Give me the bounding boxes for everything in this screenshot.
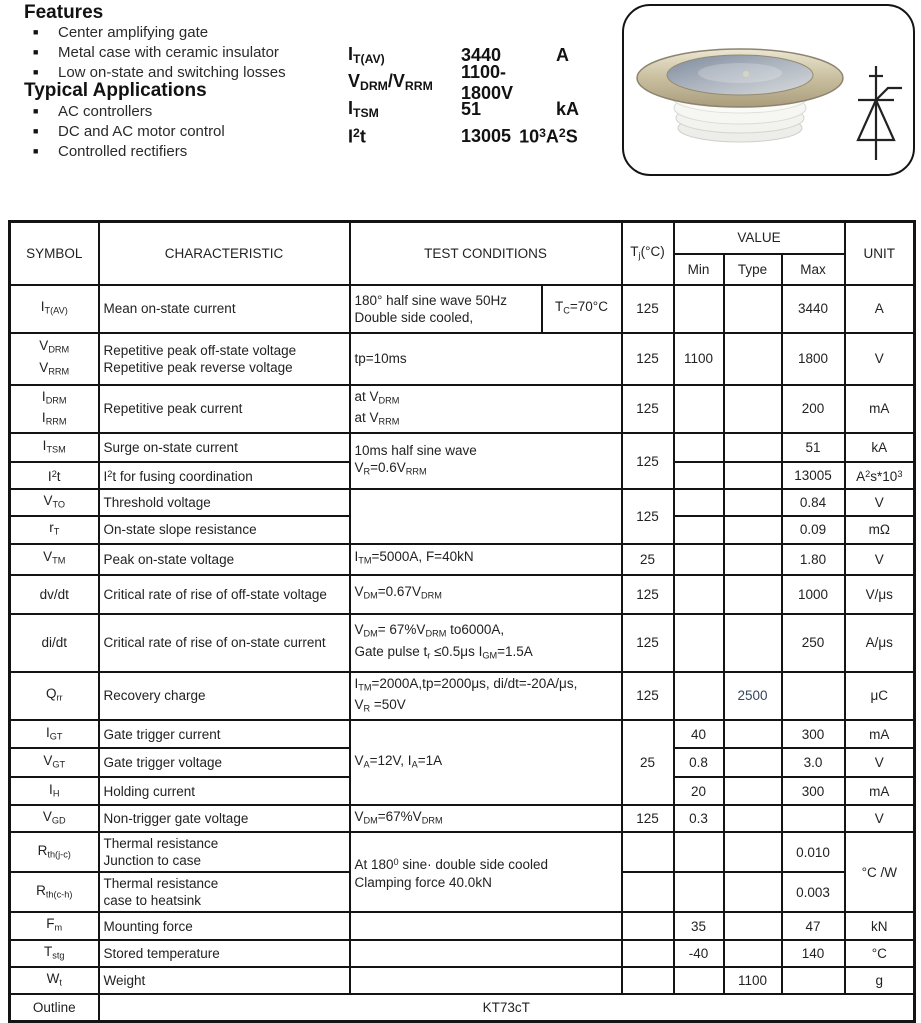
test-conditions-cell: 180° half sine wave 50Hz Double side cooled, <box>350 285 542 333</box>
key-ratings-block <box>348 42 579 150</box>
type-cell <box>724 516 782 543</box>
min-cell: 1100 <box>674 333 724 385</box>
min-cell <box>674 832 724 872</box>
unit-cell: mA <box>845 720 915 748</box>
type-cell <box>724 805 782 832</box>
unit-cell: kN <box>845 912 915 939</box>
spec-label: $I^2t$ <box>348 125 366 147</box>
type-cell <box>724 544 782 575</box>
test-conditions-cell: At $180^0$ sine· double side cooled Clamping force 40.0kN <box>350 832 622 912</box>
unit-cell: kA <box>845 433 915 462</box>
spec-value: 3440 <box>461 45 502 65</box>
max-cell: 51 <box>782 433 845 462</box>
max-cell <box>782 805 845 832</box>
feature-text: Low on-state and switching losses <box>58 63 286 81</box>
test-conditions-cell <box>350 489 622 544</box>
min-cell <box>674 489 724 516</box>
symbol-cell: $V_{TO}$ <box>10 489 99 516</box>
characteristic-cell: Recovery charge <box>99 672 350 721</box>
test-conditions-cell: $V_{DM}= 67\%V_{DRM}$ to6000A, Gate pulse $t_r \le 0.5\mu s$ $I_{GM}=1.5A$ <box>350 614 622 672</box>
min-cell <box>674 614 724 672</box>
table-row <box>10 720 915 748</box>
header-symbol: SYMBOL <box>10 222 99 285</box>
spec-value: 13005 <box>461 126 512 146</box>
type-cell <box>724 285 782 333</box>
spec-label: $V_{DRM}/V_{RRM}$ <box>348 71 433 94</box>
max-cell: 3440 <box>782 285 845 333</box>
list-item <box>24 62 286 82</box>
min-cell <box>674 433 724 462</box>
symbol-cell: di/dt <box>10 614 99 672</box>
max-cell: 0.84 <box>782 489 845 516</box>
tj-cell: 25 <box>622 544 674 575</box>
spec-label: $I_{T(AV)}$ <box>348 44 385 67</box>
application-text: DC and AC motor control <box>58 122 225 140</box>
type-cell <box>724 720 782 748</box>
spec-unit: kA <box>556 99 580 119</box>
list-item <box>24 22 286 42</box>
test-conditions-cell: tp=10ms <box>350 333 622 385</box>
symbol-cell: $R_{th(j-c)}$ <box>10 832 99 872</box>
max-cell <box>782 672 845 721</box>
table-row <box>10 433 915 462</box>
tj-cell: 125 <box>622 805 674 832</box>
tj-cell: 125 <box>622 433 674 489</box>
table-row <box>10 385 915 434</box>
list-item <box>24 121 225 141</box>
tj-cell <box>622 832 674 872</box>
table-row <box>10 805 915 832</box>
disc-thyristor-photo <box>634 40 849 148</box>
test-conditions-cell <box>350 912 622 939</box>
table-row <box>10 333 915 385</box>
min-cell: 40 <box>674 720 724 748</box>
min-cell <box>674 967 724 994</box>
square-bullet-icon: ■ <box>33 106 39 116</box>
symbol-cell: $V_{TM}$ <box>10 544 99 575</box>
type-cell <box>724 912 782 939</box>
characteristic-cell: Repetitive peak off-state voltage Repetitive peak reverse voltage <box>99 333 350 385</box>
unit-cell: V/μs <box>845 575 915 614</box>
test-conditions-cell: $V_{DM}=67\%V_{DRM}$ <box>350 805 622 832</box>
characteristic-cell: Critical rate of rise of on-state current <box>99 614 350 672</box>
characteristic-cell: Stored temperature <box>99 940 350 967</box>
min-cell: 0.3 <box>674 805 724 832</box>
characteristic-cell: Weight <box>99 967 350 994</box>
characteristic-cell: Critical rate of rise of off-state voltage <box>99 575 350 614</box>
symbol-cell: $I^2t$ <box>10 462 99 489</box>
type-cell <box>724 748 782 777</box>
max-cell: 1800 <box>782 333 845 385</box>
application-text: Controlled rectifiers <box>58 142 188 160</box>
spec-label: $I_{TSM}$ <box>348 98 379 121</box>
table-row <box>10 940 915 967</box>
device-image-box <box>622 4 915 176</box>
symbol-cell: $V_{DRM}$ $V_{RRM}$ <box>10 333 99 385</box>
type-cell <box>724 872 782 912</box>
type-cell: 2500 <box>724 672 782 721</box>
symbol-cell: $r_T$ <box>10 516 99 543</box>
unit-cell: °C /W <box>845 832 915 912</box>
characteristic-cell: Non-trigger gate voltage <box>99 805 350 832</box>
min-cell <box>674 872 724 912</box>
header-min: Min <box>674 254 724 285</box>
symbol-cell: $I_H$ <box>10 777 99 805</box>
tj-cell <box>622 940 674 967</box>
max-cell: 3.0 <box>782 748 845 777</box>
outline-value-cell: KT73cT <box>99 994 915 1021</box>
square-bullet-icon: ■ <box>33 126 39 136</box>
table-row <box>10 544 915 575</box>
header-value: VALUE <box>674 222 845 254</box>
unit-cell: A/μs <box>845 614 915 672</box>
table-row <box>10 614 915 672</box>
spec-value: 51 <box>461 99 482 119</box>
table-header-row <box>10 222 915 254</box>
table-row <box>10 967 915 994</box>
list-item <box>24 141 225 161</box>
min-cell <box>674 516 724 543</box>
table-row <box>10 575 915 614</box>
type-cell <box>724 333 782 385</box>
tj-cell <box>622 912 674 939</box>
type-cell <box>724 433 782 462</box>
test-conditions-cell: $I_{TM}=5000A$, F=40kN <box>350 544 622 575</box>
max-cell: 140 <box>782 940 845 967</box>
unit-cell: A <box>845 285 915 333</box>
unit-cell: V <box>845 544 915 575</box>
test-conditions-cell <box>350 940 622 967</box>
characteristic-cell: Threshold voltage <box>99 489 350 516</box>
spec-row <box>348 61 579 103</box>
type-cell <box>724 777 782 805</box>
characteristic-cell: Mounting force <box>99 912 350 939</box>
min-cell <box>674 575 724 614</box>
min-cell <box>674 462 724 489</box>
characteristic-cell: Surge on-state current <box>99 433 350 462</box>
symbol-cell: dv/dt <box>10 575 99 614</box>
max-cell: 0.010 <box>782 832 845 872</box>
tj-cell: 125 <box>622 385 674 434</box>
spec-unit: A <box>556 45 569 65</box>
min-cell: -40 <box>674 940 724 967</box>
tj-cell: 125 <box>622 489 674 544</box>
max-cell: 0.09 <box>782 516 845 543</box>
tj-cell: 125 <box>622 333 674 385</box>
max-cell: 1000 <box>782 575 845 614</box>
square-bullet-icon: ■ <box>33 67 39 77</box>
min-cell: 0.8 <box>674 748 724 777</box>
applications-heading: Typical Applications <box>24 80 207 101</box>
tj-cell <box>622 872 674 912</box>
list-item <box>24 101 225 121</box>
test-conditions-cell: $V_A=12V$, $I_A=1A$ <box>350 720 622 805</box>
characteristic-cell: Gate trigger current <box>99 720 350 748</box>
characteristic-cell: Mean on-state current <box>99 285 350 333</box>
tj-cell <box>622 967 674 994</box>
test-conditions-cell <box>350 967 622 994</box>
max-cell: 300 <box>782 777 845 805</box>
max-cell: 250 <box>782 614 845 672</box>
unit-cell: $A^2s*10^3$ <box>845 462 915 489</box>
square-bullet-icon: ■ <box>33 27 39 37</box>
max-cell: 1.80 <box>782 544 845 575</box>
type-cell <box>724 489 782 516</box>
features-list <box>24 22 286 82</box>
tj-cell: 125 <box>622 575 674 614</box>
characteristic-cell: Gate trigger voltage <box>99 748 350 777</box>
min-cell <box>674 285 724 333</box>
application-text: AC controllers <box>58 102 153 120</box>
unit-cell: °C <box>845 940 915 967</box>
characteristic-cell: Repetitive peak current <box>99 385 350 434</box>
table-row <box>10 285 915 333</box>
table-row <box>10 672 915 721</box>
min-cell <box>674 672 724 721</box>
max-cell: 200 <box>782 385 845 434</box>
max-cell: 47 <box>782 912 845 939</box>
max-cell: 300 <box>782 720 845 748</box>
square-bullet-icon: ■ <box>33 47 39 57</box>
characteristic-cell: Thermal resistance Junction to case <box>99 832 350 872</box>
spec-unit: $10^3A^2S$ <box>519 125 578 147</box>
test-conditions-cell: 10ms half sine wave $V_R=0.6V_{RRM}$ <box>350 433 622 489</box>
max-cell: 13005 <box>782 462 845 489</box>
test-conditions-cell: $T_C=70^\circ C$ <box>542 285 622 333</box>
unit-cell: μC <box>845 672 915 721</box>
outline-row <box>10 994 915 1021</box>
characteristic-cell: Thermal resistance case to heatsink <box>99 872 350 912</box>
table-row <box>10 832 915 872</box>
header-max: Max <box>782 254 845 285</box>
header-type: Type <box>724 254 782 285</box>
symbol-cell: $V_{GD}$ <box>10 805 99 832</box>
symbol-cell: $I_{T(AV)}$ <box>10 285 99 333</box>
symbol-cell: $W_t$ <box>10 967 99 994</box>
feature-text: Metal case with ceramic insulator <box>58 43 279 61</box>
unit-cell: V <box>845 333 915 385</box>
symbol-cell: $R_{th(c-h)}$ <box>10 872 99 912</box>
max-cell <box>782 967 845 994</box>
type-cell <box>724 832 782 872</box>
characteristics-table <box>8 220 916 1023</box>
min-cell: 35 <box>674 912 724 939</box>
type-cell: 1100 <box>724 967 782 994</box>
characteristic-cell: Peak on-state voltage <box>99 544 350 575</box>
header-tj: $T_j(^\circ C)$ <box>622 222 674 285</box>
symbol-cell: $T_{stg}$ <box>10 940 99 967</box>
header-characteristic: CHARACTERISTIC <box>99 222 350 285</box>
symbol-cell: $V_{GT}$ <box>10 748 99 777</box>
symbol-cell: $I_{DRM}$ $I_{RRM}$ <box>10 385 99 434</box>
spec-row <box>348 123 579 150</box>
applications-list <box>24 101 225 161</box>
unit-cell: g <box>845 967 915 994</box>
type-cell <box>724 614 782 672</box>
tj-cell: 25 <box>622 720 674 805</box>
characteristic-cell: On-state slope resistance <box>99 516 350 543</box>
test-conditions-cell: at $V_{DRM}$ at $V_{RRM}$ <box>350 385 622 434</box>
spec-value: 1100-1800V <box>461 61 514 103</box>
symbol-cell: $I_{TSM}$ <box>10 433 99 462</box>
type-cell <box>724 575 782 614</box>
unit-cell: mΩ <box>845 516 915 543</box>
min-cell <box>674 544 724 575</box>
spec-row <box>348 96 579 123</box>
type-cell <box>724 940 782 967</box>
characteristic-cell: Holding current <box>99 777 350 805</box>
square-bullet-icon: ■ <box>33 146 39 156</box>
type-cell <box>724 385 782 434</box>
tj-cell: 125 <box>622 614 674 672</box>
unit-cell: mA <box>845 777 915 805</box>
unit-cell: V <box>845 489 915 516</box>
tj-cell: 125 <box>622 672 674 721</box>
unit-cell: mA <box>845 385 915 434</box>
table-row <box>10 489 915 516</box>
header-test-conditions: TEST CONDITIONS <box>350 222 622 285</box>
type-cell <box>724 462 782 489</box>
test-conditions-cell: $V_{DM}=0.67V_{DRM}$ <box>350 575 622 614</box>
thyristor-symbol-icon <box>848 64 904 162</box>
min-cell: 20 <box>674 777 724 805</box>
symbol-cell: $Q_{rr}$ <box>10 672 99 721</box>
characteristic-cell: $I^2t$ for fusing coordination <box>99 462 350 489</box>
list-item <box>24 42 286 62</box>
max-cell: 0.003 <box>782 872 845 912</box>
tj-cell: 125 <box>622 285 674 333</box>
table-row <box>10 912 915 939</box>
header-unit: UNIT <box>845 222 915 285</box>
symbol-cell: $F_m$ <box>10 912 99 939</box>
symbol-cell: $I_{GT}$ <box>10 720 99 748</box>
features-heading: Features <box>24 2 104 23</box>
unit-cell: V <box>845 805 915 832</box>
outline-label-cell: Outline <box>10 994 99 1021</box>
feature-text: Center amplifying gate <box>58 23 209 41</box>
test-conditions-cell: $I_{TM}=2000A,tp=2000\mu s$, di/dt=-20A/μs, $V_R =50V$ <box>350 672 622 721</box>
unit-cell: V <box>845 748 915 777</box>
min-cell <box>674 385 724 434</box>
